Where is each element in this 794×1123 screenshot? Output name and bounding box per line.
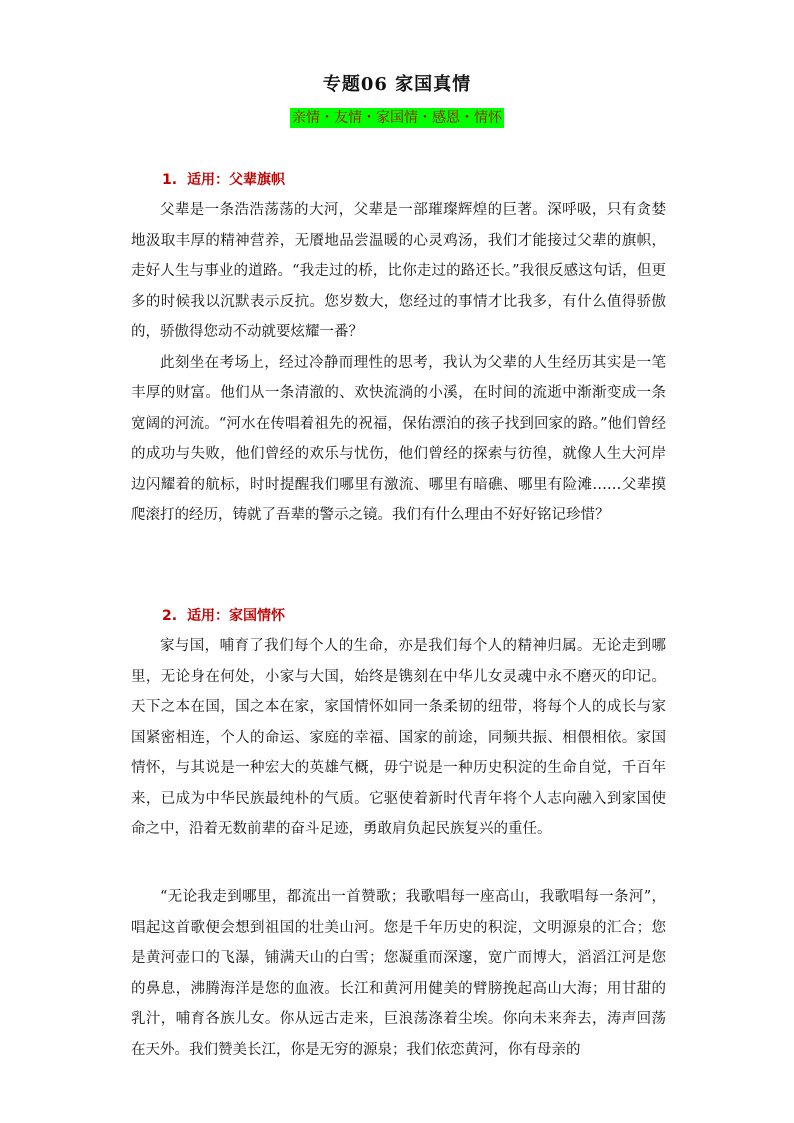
section-2 [131,606,666,845]
section-heading-text: 适用：家国情怀 [187,608,286,624]
section-heading [131,606,666,626]
section-3 [131,882,666,1065]
section-number: 2. [162,608,178,624]
paragraph: 父辈是一条浩浩荡荡的大河，父辈是一部璀璨辉煌的巨著。深呼吸，只有贪婪地汲取丰厚的精神营养，无餍地品尝温暖的心灵鸡汤，我们才能接过父辈的旗帜，走好人生与事业的道路。“我走过的桥，比你走过的路还长。”我很反感这句话，但更多的时候我以沉默表示反抗。您岁数大，您经过的事情才比我多，有什么值得骄傲的，骄傲得您动不动就要炫耀一番？ [131,202,666,340]
section-heading-text: 适用：父辈旗帜 [187,172,286,188]
paragraph: 家与国，哺育了我们每个人的生命，亦是我们每个人的精神归属。无论走到哪里，无论身在何处，小家与大国，始终是镌刻在中华儿女灵魂中永不磨灭的印记。天下之本在国，国之本在家，家国情怀如同一条柔韧的纽带，将每个人的成长与家国紧密相连，个人的命运、家庭的幸福、国家的前途，同频共振、相偎相依。家国情怀，与其说是一种宏大的英雄气概，毋宁说是一种历史积淀的生命自觉，千百年来，已成为中华民族最纯朴的气质。它驱使着新时代青年将个人志向融入到家国使命之中，沿着无数前辈的奋斗足迹，勇敢肩负起民族复兴的重任。 [131,638,666,837]
section-number: 1. [162,172,178,188]
section-heading [131,170,666,190]
section-1 [131,170,666,531]
paragraph: “无论我走到哪里，都流出一首赞歌；我歌唱每一座高山，我歌唱每一条河”，唱起这首歌便会想到祖国的壮美山河。您是千年历史的积淀，文明源泉的汇合；您是黄河壶口的飞瀑，铺满天山的白雪；您凝重而深邃，宽广而博大，滔滔江河是您的鼻息，沸腾海洋是您的血液。长江和黄河用健美的臂膀挽起高山大海；用甘甜的乳汁，哺育各族儿女。你从远古走来，巨浪荡涤着尘埃。你向未来奔去，涛声回荡在天外。我们赞美长江，你是无穷的源泉；我们依恋黄河，你有母亲的 [131,889,666,1058]
page-title: 专题06 家国真情 [322,74,472,95]
tagline-highlight: 亲情・友情・家国情・感恩・情怀 [292,110,502,126]
paragraph: 此刻坐在考场上，经过冷静而理性的思考，我认为父辈的人生经历其实是一笔丰厚的财富。他们从一条清澈的、欢快流淌的小溪，在时间的流逝中渐渐变成一条宽阔的河流。“河水在传唱着祖先的祝福，保佑漂泊的孩子找到回家的路。”他们曾经的成功与失败，他们曾经的欢乐与忧伤，他们曾经的探索与彷徨，就像人生大河岸边闪耀着的航标，时时提醒我们哪里有激流、哪里有暗礁、哪里有险滩……父辈摸爬滚打的经历，铸就了吾辈的警示之镜。我们有什么理由不好好铭记珍惜？ [131,354,666,523]
tagline-row [0,107,794,128]
